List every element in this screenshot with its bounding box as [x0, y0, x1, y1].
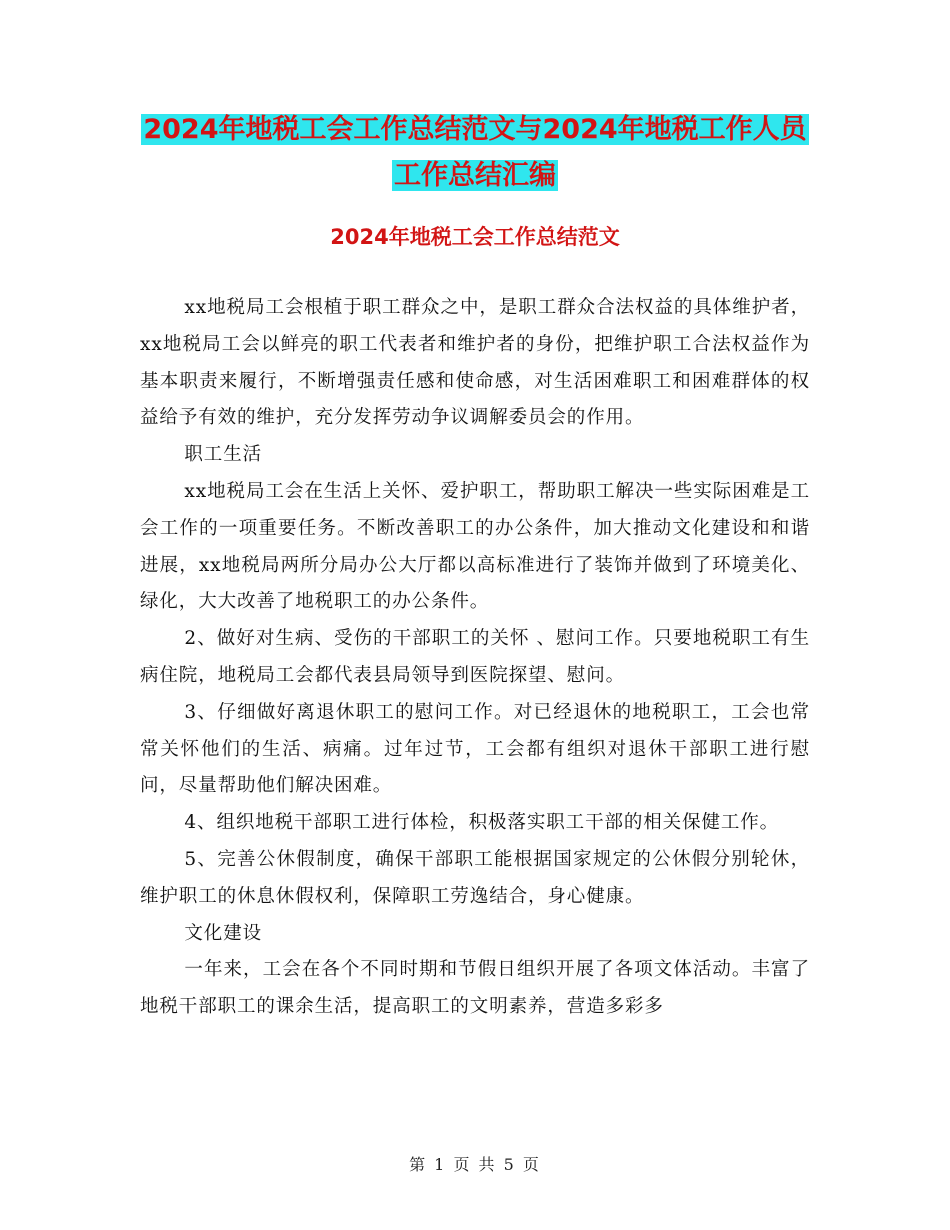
document-title-text-1: 2024年地税工会工作总结范文与2024年地税工作人员	[143, 114, 807, 145]
paragraph-item-5: 5、完善公休假制度，确保干部职工能根据国家规定的公休假分别轮休，维护职工的休息休假权利，保障职工劳逸结合，身心健康。	[140, 848, 810, 907]
document-title-text-2: 工作总结汇编	[394, 160, 556, 191]
paragraph-item-4: 4、组织地税干部职工进行体检，积极落实职工干部的相关保健工作。	[184, 812, 780, 834]
section-title: 2024年地税工会工作总结范文	[330, 225, 620, 249]
document-body	[140, 290, 810, 1026]
paragraph-item-2: 2、做好对生病、受伤的干部职工的关怀 、慰问工作。只要地税职工有生病住院，地税局工会都代表县局领导到医院探望、慰问。	[140, 628, 810, 686]
page-footer: 第 1 页 共 5 页	[409, 1155, 541, 1174]
paragraph-staff-life: xx地税局工会在生活上关怀、爱护职工，帮助职工解决一些实际困难是工会工作的一项重要任务。不断改善职工的办公条件，加大推动文化建设和和谐进展，xx地税局两所分局办公大厅都以高标准进行了装饰并做到了环境美化、绿化，大大改善了地税职工的办公条件。	[140, 480, 810, 613]
paragraph-intro: xx地税局工会根植于职工群众之中，是职工群众合法权益的具体维护者，xx地税局工会以鲜亮的职工代表者和维护者的身份，把维护职工合法权益作为基本职责来履行，不断增强责任感和使命感，对生活困难职工和困难群体的权益给予有效的维护，充分发挥劳动争议调解委员会的作用。	[140, 297, 810, 429]
paragraph-item-3: 3、仔细做好离退休职工的慰问工作。对已经退休的地税职工，工会也常常关怀他们的生活、病痛。过年过节，工会都有组织对退休干部职工进行慰问，尽量帮助他们解决困难。	[140, 701, 810, 797]
subheading-culture: 文化建设	[184, 922, 262, 944]
document-title-line-2	[0, 152, 950, 200]
paragraph-culture: 一年来，工会在各个不同时期和节假日组织开展了各项文体活动。丰富了地税干部职工的课余生活，提高职工的文明素养，营造多彩多	[140, 959, 810, 1018]
document-title-line-1	[0, 106, 950, 154]
subheading-staff-life: 职工生活	[184, 444, 262, 466]
